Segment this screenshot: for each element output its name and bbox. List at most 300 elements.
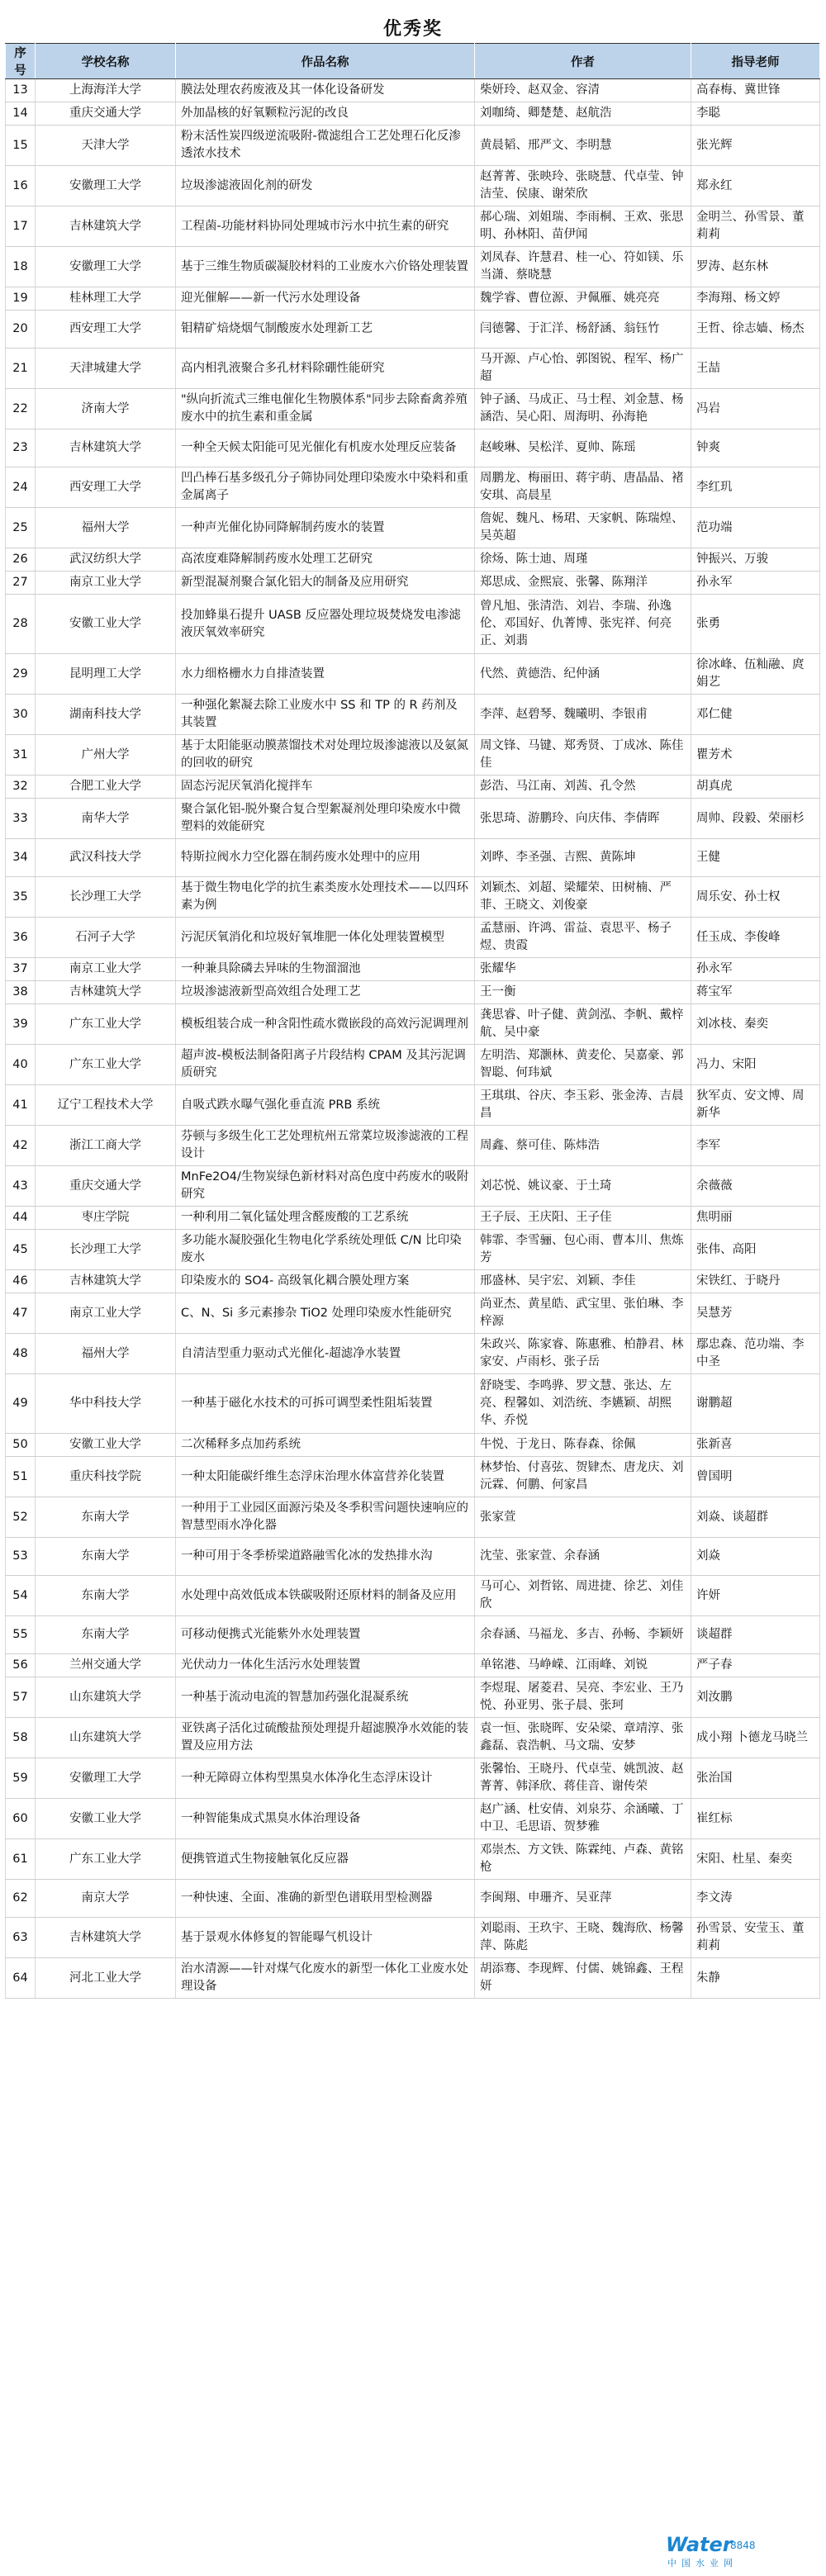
table-row — [6, 79, 820, 102]
table-row — [6, 1576, 820, 1616]
row-advisor: 瞿芳术 — [691, 735, 820, 776]
row-advisor: 崔红标 — [691, 1799, 820, 1839]
row-work-title: 一种兼具除磷去异味的生物溜溜池 — [176, 958, 475, 981]
row-index: 27 — [6, 572, 36, 595]
row-work-title: 基于微生物电化学的抗生素类废水处理技术——以四环素为例 — [176, 877, 475, 918]
row-work-title: 高内相乳液聚合多孔材料除硼性能研究 — [176, 349, 475, 389]
row-work-title: 水处理中高效低成本铁碳吸附还原材料的制备及应用 — [176, 1576, 475, 1616]
row-index: 22 — [6, 389, 36, 429]
row-advisor: 李红玑 — [691, 467, 820, 508]
row-work-title: 治水清源——针对煤气化废水的新型一体化工业废水处理设备 — [176, 1958, 475, 1999]
row-authors: 龚思睿、叶子健、黄剑泓、李帆、戴梓航、吴中豪 — [475, 1004, 691, 1045]
row-index: 15 — [6, 126, 36, 166]
row-authors: 左明浩、郑灏林、黄麦伦、吴嘉豪、郭智聪、何玮斌 — [475, 1045, 691, 1085]
table-row — [6, 467, 820, 508]
row-index: 42 — [6, 1126, 36, 1166]
row-advisor: 王健 — [691, 839, 820, 877]
row-index: 24 — [6, 467, 36, 508]
table-header-row — [6, 44, 820, 79]
row-index: 45 — [6, 1230, 36, 1270]
table-row — [6, 735, 820, 776]
table-row — [6, 839, 820, 877]
row-school: 合肥工业大学 — [36, 776, 176, 799]
table-row — [6, 1434, 820, 1457]
row-authors: 刘咖绮、卿楚楚、赵航浩 — [475, 102, 691, 126]
row-index: 34 — [6, 839, 36, 877]
row-authors: 柴妍玲、赵双金、容清 — [475, 79, 691, 102]
row-work-title: 高浓度难降解制药废水处理工艺研究 — [176, 548, 475, 572]
table-row — [6, 1958, 820, 1999]
row-school: 济南大学 — [36, 389, 176, 429]
row-school: 安徽理工大学 — [36, 1758, 176, 1799]
row-index: 16 — [6, 166, 36, 206]
row-advisor: 张勇 — [691, 595, 820, 654]
table-row — [6, 595, 820, 654]
row-authors: 李闽翔、申珊齐、吴亚萍 — [475, 1880, 691, 1918]
row-authors: 朱政兴、陈家睿、陈惠雅、柏静君、林家安、卢雨杉、张子岳 — [475, 1334, 691, 1374]
row-authors: 闫德馨、于汇洋、杨舒涵、翁钰竹 — [475, 311, 691, 349]
row-work-title: 投加蜂巢石提升 UASB 反应器处理垃圾焚烧发电渗滤液厌氧效率研究 — [176, 595, 475, 654]
header-work: 作品名称 — [176, 44, 475, 79]
row-work-title: 芬顿与多级生化工艺处理杭州五常菜垃圾渗滤液的工程设计 — [176, 1126, 475, 1166]
row-advisor: 钟爽 — [691, 429, 820, 467]
row-index: 52 — [6, 1497, 36, 1538]
row-index: 48 — [6, 1334, 36, 1374]
row-advisor: 许妍 — [691, 1576, 820, 1616]
row-advisor: 刘冰枝、秦奕 — [691, 1004, 820, 1045]
row-work-title: 一种基于磁化水技术的可拆可调型柔性阻垢装置 — [176, 1374, 475, 1434]
row-advisor: 郑永红 — [691, 166, 820, 206]
watermark-sub: 中国水业网 — [667, 2558, 738, 2569]
row-index: 30 — [6, 695, 36, 735]
row-work-title: 工程菌-功能材料协同处理城市污水中抗生素的研究 — [176, 206, 475, 247]
row-index: 32 — [6, 776, 36, 799]
table-row — [6, 1718, 820, 1758]
row-school: 安徽理工大学 — [36, 166, 176, 206]
row-index: 46 — [6, 1270, 36, 1293]
row-school: 吉林建筑大学 — [36, 1270, 176, 1293]
row-work-title: 一种声光催化协同降解制药废水的装置 — [176, 508, 475, 548]
table-row — [6, 918, 820, 958]
row-index: 41 — [6, 1085, 36, 1126]
row-work-title: "纵向折流式三维电催化生物膜体系"同步去除畜禽养殖废水中的抗生素和重金属 — [176, 389, 475, 429]
row-work-title: 一种可用于冬季桥梁道路融雪化冰的发热排水沟 — [176, 1538, 475, 1576]
row-advisor: 孙永军 — [691, 572, 820, 595]
row-index: 14 — [6, 102, 36, 126]
site-watermark — [666, 2533, 814, 2569]
table-row — [6, 1758, 820, 1799]
row-work-title: 基于三维生物质碳凝胶材料的工业废水六价铬处理装置 — [176, 247, 475, 287]
row-work-title: 亚铁离子活化过硫酸盐预处理提升超滤膜净水效能的装置及应用方法 — [176, 1718, 475, 1758]
row-school: 安徽工业大学 — [36, 1434, 176, 1457]
row-advisor: 李聪 — [691, 102, 820, 126]
table-row — [6, 548, 820, 572]
table-row — [6, 247, 820, 287]
row-school: 东南大学 — [36, 1576, 176, 1616]
row-school: 吉林建筑大学 — [36, 429, 176, 467]
row-index: 20 — [6, 311, 36, 349]
row-work-title: 水力细格栅水力自排渣装置 — [176, 654, 475, 695]
row-index: 35 — [6, 877, 36, 918]
table-row — [6, 1334, 820, 1374]
row-index: 25 — [6, 508, 36, 548]
row-advisor: 谈超群 — [691, 1616, 820, 1654]
row-school: 武汉纺织大学 — [36, 548, 176, 572]
row-work-title: 特斯拉阀水力空化器在制药废水处理中的应用 — [176, 839, 475, 877]
row-school: 吉林建筑大学 — [36, 206, 176, 247]
table-row — [6, 695, 820, 735]
table-row — [6, 1045, 820, 1085]
row-index: 59 — [6, 1758, 36, 1799]
row-school: 南京工业大学 — [36, 958, 176, 981]
row-authors: 马开源、卢心怡、郭图锐、程军、杨广超 — [475, 349, 691, 389]
row-advisor: 曾国明 — [691, 1457, 820, 1497]
row-authors: 曾凡旭、张清浩、刘岩、李瑞、孙逸伦、邓国好、仇菁博、张宪祥、何亮正、刘翡 — [475, 595, 691, 654]
row-authors: 赵峻琳、吴松洋、夏帅、陈瑶 — [475, 429, 691, 467]
row-work-title: 垃圾渗滤液新型高效组合处理工艺 — [176, 981, 475, 1004]
row-school: 广东工业大学 — [36, 1839, 176, 1880]
row-index: 23 — [6, 429, 36, 467]
row-advisor: 严子春 — [691, 1654, 820, 1677]
row-work-title: 一种智能集成式黑臭水体治理设备 — [176, 1799, 475, 1839]
table-row — [6, 311, 820, 349]
table-row — [6, 1085, 820, 1126]
row-school: 长沙理工大学 — [36, 1230, 176, 1270]
row-work-title: 可移动便携式光能紫外水处理装置 — [176, 1616, 475, 1654]
row-school: 天津大学 — [36, 126, 176, 166]
row-advisor: 高春梅、冀世锋 — [691, 79, 820, 102]
row-school: 南华大学 — [36, 799, 176, 839]
row-authors: 尚亚杰、黄星皓、武宝里、张伯琳、李梓源 — [475, 1293, 691, 1334]
row-index: 61 — [6, 1839, 36, 1880]
row-index: 37 — [6, 958, 36, 981]
header-advisor: 指导老师 — [691, 44, 820, 79]
row-work-title: 一种利用二氧化锰处理含醛废酸的工艺系统 — [176, 1207, 475, 1230]
row-school: 重庆科技学院 — [36, 1457, 176, 1497]
row-school: 重庆交通大学 — [36, 102, 176, 126]
row-authors: 张家萱 — [475, 1497, 691, 1538]
row-authors: 单铭港、马峥嵘、江雨峰、刘锐 — [475, 1654, 691, 1677]
row-work-title: 一种基于流动电流的智慧加药强化混凝系统 — [176, 1677, 475, 1718]
row-school: 长沙理工大学 — [36, 877, 176, 918]
row-advisor: 钟振兴、万骏 — [691, 548, 820, 572]
row-work-title: 凹凸棒石基多级孔分子筛协同处理印染废水中染料和重金属离子 — [176, 467, 475, 508]
row-advisor: 鄢忠森、范功端、李中圣 — [691, 1334, 820, 1374]
table-row — [6, 1166, 820, 1207]
row-authors: 郝心瑞、刘姐瑞、李雨桐、王欢、张思明、孙林阳、苗伊闻 — [475, 206, 691, 247]
row-authors: 张耀华 — [475, 958, 691, 981]
row-advisor: 蒋宝军 — [691, 981, 820, 1004]
row-school: 吉林建筑大学 — [36, 981, 176, 1004]
row-advisor: 张伟、高阳 — [691, 1230, 820, 1270]
row-advisor: 罗涛、赵东林 — [691, 247, 820, 287]
row-work-title: 迎光催解——新一代污水处理设备 — [176, 287, 475, 311]
row-work-title: 光伏动力一体化生活污水处理装置 — [176, 1654, 475, 1677]
row-index: 28 — [6, 595, 36, 654]
row-school: 南京大学 — [36, 1880, 176, 1918]
row-advisor: 金明兰、孙雪景、董莉莉 — [691, 206, 820, 247]
row-school: 广东工业大学 — [36, 1045, 176, 1085]
row-advisor: 胡真虎 — [691, 776, 820, 799]
table-row — [6, 429, 820, 467]
row-advisor: 冯岩 — [691, 389, 820, 429]
row-authors: 沈莹、张家萱、余春涵 — [475, 1538, 691, 1576]
row-index: 13 — [6, 79, 36, 102]
row-work-title: 基于景观水体修复的智能曝气机设计 — [176, 1918, 475, 1958]
row-work-title: 外加晶核的好氧颗粒污泥的改良 — [176, 102, 475, 126]
row-work-title: 二次稀释多点加药系统 — [176, 1434, 475, 1457]
row-work-title: 一种强化絮凝去除工业废水中 SS 和 TP 的 R 药剂及其装置 — [176, 695, 475, 735]
row-work-title: 一种用于工业园区面源污染及冬季积雪问题快速响应的智慧型雨水净化器 — [176, 1497, 475, 1538]
row-index: 19 — [6, 287, 36, 311]
row-school: 广州大学 — [36, 735, 176, 776]
table-row — [6, 958, 820, 981]
table-row — [6, 1374, 820, 1434]
row-school: 南京工业大学 — [36, 1293, 176, 1334]
row-advisor: 李海翔、杨文婷 — [691, 287, 820, 311]
row-index: 63 — [6, 1918, 36, 1958]
row-work-title: 超声波-模板法制备阳离子片段结构 CPAM 及其污泥调质研究 — [176, 1045, 475, 1085]
row-authors: 代然、黄德浩、纪仲涵 — [475, 654, 691, 695]
row-index: 54 — [6, 1576, 36, 1616]
row-authors: 韩霏、李雪骊、包心雨、曹本川、焦炼芳 — [475, 1230, 691, 1270]
row-index: 55 — [6, 1616, 36, 1654]
row-advisor: 任玉成、李俊峰 — [691, 918, 820, 958]
page-title: 优秀奖 — [382, 19, 443, 40]
row-index: 29 — [6, 654, 36, 695]
row-school: 吉林建筑大学 — [36, 1918, 176, 1958]
row-work-title: MnFe2O4/生物炭绿色新材料对高色度中药废水的吸附研究 — [176, 1166, 475, 1207]
table-row — [6, 1880, 820, 1918]
row-authors: 赵菁菁、张映玲、张晓慧、代卓莹、钟洁莹、侯康、谢荣欣 — [475, 166, 691, 206]
table-row — [6, 799, 820, 839]
row-school: 浙江工商大学 — [36, 1126, 176, 1166]
row-school: 安徽工业大学 — [36, 595, 176, 654]
row-school: 西安理工大学 — [36, 311, 176, 349]
row-work-title: 印染废水的 SO4- 高级氧化耦合膜处理方案 — [176, 1270, 475, 1293]
row-index: 58 — [6, 1718, 36, 1758]
row-school: 石河子大学 — [36, 918, 176, 958]
row-advisor: 焦明丽 — [691, 1207, 820, 1230]
row-authors: 袁一恒、张晓晖、安朵梁、章靖淳、张鑫磊、袁浩帆、马文瑞、安梦 — [475, 1718, 691, 1758]
table-row — [6, 1230, 820, 1270]
row-authors: 张思琦、游鹏玲、向庆伟、李倩晖 — [475, 799, 691, 839]
row-school: 东南大学 — [36, 1497, 176, 1538]
row-authors: 李萍、赵碧琴、魏曦明、李银甫 — [475, 695, 691, 735]
table-row — [6, 389, 820, 429]
table-row — [6, 1497, 820, 1538]
table-row — [6, 206, 820, 247]
row-index: 26 — [6, 548, 36, 572]
row-authors: 马可心、刘哲铭、周进捷、徐艺、刘佳欣 — [475, 1576, 691, 1616]
table-row — [6, 1207, 820, 1230]
row-work-title: 便携管道式生物接触氧化反应器 — [176, 1839, 475, 1880]
row-index: 17 — [6, 206, 36, 247]
row-advisor: 刘汝鹏 — [691, 1677, 820, 1718]
row-work-title: 模板组装合成一种含阳性疏水微嵌段的高效污泥调理剂 — [176, 1004, 475, 1045]
table-row — [6, 287, 820, 311]
row-advisor: 刘焱 — [691, 1538, 820, 1576]
row-index: 39 — [6, 1004, 36, 1045]
row-index: 64 — [6, 1958, 36, 1999]
row-advisor: 周帅、段毅、荣丽杉 — [691, 799, 820, 839]
row-school: 重庆交通大学 — [36, 1166, 176, 1207]
row-authors: 刘凤春、许慧君、桂一心、符如镁、乐当潇、蔡晓慧 — [475, 247, 691, 287]
row-index: 60 — [6, 1799, 36, 1839]
row-authors: 徐炀、陈士迪、周瑾 — [475, 548, 691, 572]
row-school: 武汉科技大学 — [36, 839, 176, 877]
row-work-title: 污泥厌氧消化和垃圾好氧堆肥一体化处理装置模型 — [176, 918, 475, 958]
row-advisor: 李文涛 — [691, 1880, 820, 1918]
table-row — [6, 1654, 820, 1677]
row-work-title: 一种太阳能碳纤维生态浮床治理水体富营养化装置 — [176, 1457, 475, 1497]
row-work-title: C、N、Si 多元素掺杂 TiO2 处理印染废水性能研究 — [176, 1293, 475, 1334]
row-work-title: 粉末活性炭四级逆流吸附-微滤组合工艺处理石化反渗透浓水技术 — [176, 126, 475, 166]
table-row — [6, 126, 820, 166]
table-row — [6, 1457, 820, 1497]
row-advisor: 宋铁红、于晓丹 — [691, 1270, 820, 1293]
row-authors: 詹妮、魏凡、杨珺、天家帆、陈瑞煌、吴英超 — [475, 508, 691, 548]
row-authors: 周鹏龙、梅丽田、蒋宇萌、唐晶晶、褚安琪、高晨星 — [475, 467, 691, 508]
row-work-title: 垃圾渗滤液固化剂的研发 — [176, 166, 475, 206]
row-advisor: 孙雪景、安莹玉、董莉莉 — [691, 1918, 820, 1958]
row-authors: 赵广涵、杜安倩、刘泉芬、余涵曦、丁中卫、毛思语、贺梦雅 — [475, 1799, 691, 1839]
table-row — [6, 1538, 820, 1576]
row-authors: 周文锋、马键、郑秀贤、丁成冰、陈佳佳 — [475, 735, 691, 776]
row-advisor: 成小翔 卜德龙马晓兰 — [691, 1718, 820, 1758]
row-authors: 郑思成、金熙宸、张馨、陈翔洋 — [475, 572, 691, 595]
row-advisor: 王喆 — [691, 349, 820, 389]
row-work-title: 自清洁型重力驱动式光催化-超滤净水装置 — [176, 1334, 475, 1374]
row-school: 辽宁工程技术大学 — [36, 1085, 176, 1126]
row-index: 33 — [6, 799, 36, 839]
row-authors: 舒晓雯、李鸣骅、罗文慧、张达、左亮、程馨如、刘浩统、李嬿颖、胡熙华、乔悦 — [475, 1374, 691, 1434]
row-advisor: 余薇薇 — [691, 1166, 820, 1207]
row-advisor: 朱静 — [691, 1958, 820, 1999]
table-row — [6, 349, 820, 389]
awards-table — [5, 43, 820, 1999]
row-school: 广东工业大学 — [36, 1004, 176, 1045]
watermark-brand: Water — [666, 2533, 733, 2556]
row-school: 山东建筑大学 — [36, 1718, 176, 1758]
row-work-title: 钼精矿焙烧烟气制酸废水处理新工艺 — [176, 311, 475, 349]
row-school: 兰州交通大学 — [36, 1654, 176, 1677]
row-index: 56 — [6, 1654, 36, 1677]
row-authors: 孟慧丽、许鸿、雷益、袁思平、杨子煜、贵霞 — [475, 918, 691, 958]
row-school: 桂林理工大学 — [36, 287, 176, 311]
row-authors: 牛悦、于龙日、陈春森、徐佩 — [475, 1434, 691, 1457]
row-school: 安徽工业大学 — [36, 1799, 176, 1839]
row-authors: 余春涵、马福龙、多吉、孙畅、李颖妍 — [475, 1616, 691, 1654]
table-row — [6, 1677, 820, 1718]
row-school: 东南大学 — [36, 1616, 176, 1654]
table-row — [6, 102, 820, 126]
row-advisor: 谢鹏超 — [691, 1374, 820, 1434]
row-index: 47 — [6, 1293, 36, 1334]
row-advisor: 吴慧芳 — [691, 1293, 820, 1334]
row-work-title: 多功能水凝胶强化生物电化学系统处理低 C/N 比印染废水 — [176, 1230, 475, 1270]
table-row — [6, 166, 820, 206]
row-school: 枣庄学院 — [36, 1207, 176, 1230]
table-row — [6, 1004, 820, 1045]
row-work-title: 基于太阳能驱动膜蒸馏技术对处理垃圾渗滤液以及氨氮的回收的研究 — [176, 735, 475, 776]
row-index: 62 — [6, 1880, 36, 1918]
row-advisor: 王哲、徐志嫱、杨杰 — [691, 311, 820, 349]
row-school: 天津城建大学 — [36, 349, 176, 389]
row-authors: 刘晔、李圣强、吉熙、黄陈坤 — [475, 839, 691, 877]
row-index: 21 — [6, 349, 36, 389]
row-advisor: 孙永军 — [691, 958, 820, 981]
header-authors: 作者 — [475, 44, 691, 79]
row-school: 东南大学 — [36, 1538, 176, 1576]
row-index: 50 — [6, 1434, 36, 1457]
row-authors: 周鑫、蔡可佳、陈炜浩 — [475, 1126, 691, 1166]
row-authors: 张馨怡、王晓丹、代卓莹、姚凯波、赵菁菁、韩泽欣、蒋佳音、谢传荣 — [475, 1758, 691, 1799]
row-authors: 魏学睿、曹位源、尹佩雁、姚亮亮 — [475, 287, 691, 311]
row-school: 福州大学 — [36, 508, 176, 548]
row-authors: 邢盛林、吴宇宏、刘颖、李佳 — [475, 1270, 691, 1293]
row-advisor: 张光辉 — [691, 126, 820, 166]
row-school: 湖南科技大学 — [36, 695, 176, 735]
row-authors: 林梦怡、付喜弦、贺肄杰、唐龙庆、刘沅霖、何鹏、何家昌 — [475, 1457, 691, 1497]
table-row — [6, 1126, 820, 1166]
row-school: 南京工业大学 — [36, 572, 176, 595]
row-index: 57 — [6, 1677, 36, 1718]
table-row — [6, 1839, 820, 1880]
row-authors: 黄晨韬、邢严文、李明慧 — [475, 126, 691, 166]
row-advisor: 冯力、宋阳 — [691, 1045, 820, 1085]
row-authors: 王子辰、王庆阳、王子佳 — [475, 1207, 691, 1230]
row-work-title: 新型混凝剂聚合氯化铝大的制备及应用研究 — [176, 572, 475, 595]
row-authors: 李煜琨、屠菱君、吴亮、李宏业、王乃悦、孙亚男、张子晨、张珂 — [475, 1677, 691, 1718]
row-advisor: 刘焱、谈超群 — [691, 1497, 820, 1538]
table-row — [6, 508, 820, 548]
row-school: 华中科技大学 — [36, 1374, 176, 1434]
row-work-title: 固态污泥厌氧消化搅拌车 — [176, 776, 475, 799]
row-work-title: 一种无障碍立体构型黑臭水体净化生态浮床设计 — [176, 1758, 475, 1799]
row-work-title: 一种全天候太阳能可见光催化有机废水处理反应装备 — [176, 429, 475, 467]
row-index: 49 — [6, 1374, 36, 1434]
header-index: 序号 — [6, 44, 36, 79]
row-authors: 胡添骞、李现辉、付儒、姚锦鑫、王程妍 — [475, 1958, 691, 1999]
row-work-title: 膜法处理农药废液及其一体化设备研发 — [176, 79, 475, 102]
row-index: 18 — [6, 247, 36, 287]
row-advisor: 狄军贞、安文博、周新华 — [691, 1085, 820, 1126]
row-authors: 刘聪雨、王玖宇、王晓、魏海欣、杨馨萍、陈彪 — [475, 1918, 691, 1958]
row-advisor: 周乐安、孙士权 — [691, 877, 820, 918]
row-work-title: 聚合氯化铝-脱外聚合复合型絮凝剂处理印染废水中微塑料的效能研究 — [176, 799, 475, 839]
row-school: 福州大学 — [36, 1334, 176, 1374]
table-row — [6, 1799, 820, 1839]
table-row — [6, 1918, 820, 1958]
table-row — [6, 981, 820, 1004]
row-index: 53 — [6, 1538, 36, 1576]
row-authors: 邓崇杰、方文铁、陈霖纯、卢森、黄铭枪 — [475, 1839, 691, 1880]
row-index: 44 — [6, 1207, 36, 1230]
row-school: 上海海洋大学 — [36, 79, 176, 102]
row-work-title: 自吸式跌水曝气强化垂直流 PRB 系统 — [176, 1085, 475, 1126]
row-advisor: 张新喜 — [691, 1434, 820, 1457]
row-index: 43 — [6, 1166, 36, 1207]
row-advisor: 宋阳、杜星、秦奕 — [691, 1839, 820, 1880]
table-row — [6, 877, 820, 918]
row-advisor: 邓仁健 — [691, 695, 820, 735]
row-index: 38 — [6, 981, 36, 1004]
row-authors: 王琪琪、谷庆、李玉彩、张金涛、吉晨昌 — [475, 1085, 691, 1126]
row-authors: 彭浩、马江南、刘茜、孔令然 — [475, 776, 691, 799]
row-authors: 钟子涵、马成正、马士程、刘金慧、杨涵浩、吴心阳、周海明、孙海艳 — [475, 389, 691, 429]
table-row — [6, 572, 820, 595]
